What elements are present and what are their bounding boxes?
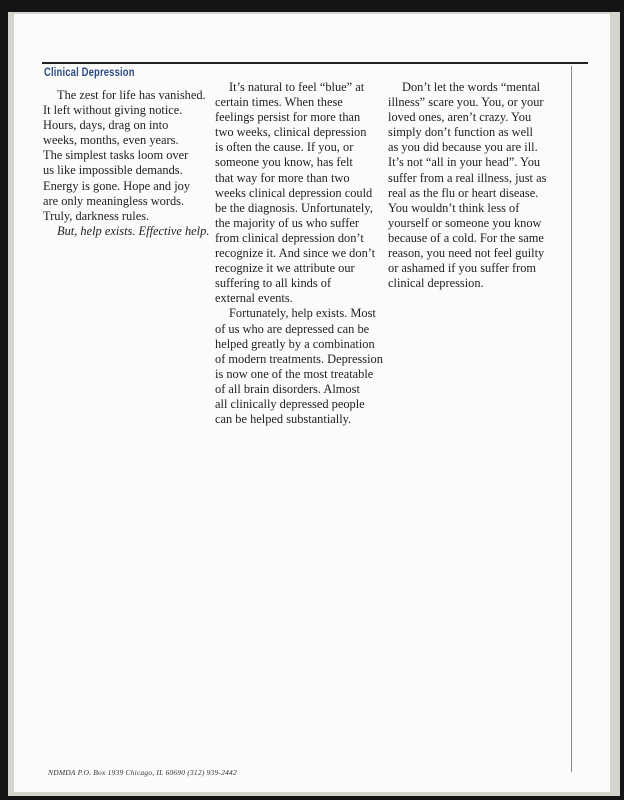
- text-line: Hours, days, drag on into: [43, 118, 169, 133]
- page-title: Clinical Depression: [44, 67, 135, 79]
- text-line: real as the flu or heart disease.: [388, 185, 539, 200]
- text-line: all clinically depressed people: [215, 396, 365, 411]
- text-line: of modern treatments. Depression: [215, 351, 383, 366]
- text-line: as you did because you are ill.: [388, 140, 538, 155]
- text-line: helped greatly by a combination: [215, 336, 375, 351]
- text-line: Truly, darkness rules.: [43, 208, 150, 223]
- text-line: or ashamed if you suffer from: [388, 261, 537, 276]
- text-line: suffering to all kinds of: [215, 276, 332, 291]
- text-line: of us who are depressed can be: [215, 321, 370, 336]
- footer-address: NDMDA P.O. Box 1939 Chicago, IL 60690 (312) 939-2442: [48, 768, 237, 777]
- text-line: reason, you need not feel guilty: [388, 246, 545, 261]
- text-line: Fortunately, help exists. Most: [229, 306, 376, 321]
- column-right: [388, 80, 546, 291]
- document-page: [14, 14, 610, 792]
- text-line: suffer from a real illness, just as: [388, 170, 547, 185]
- text-line: of all brain disorders. Almost: [215, 381, 360, 396]
- text-line: weeks, months, even years.: [43, 133, 179, 148]
- closing-line: But, help exists. Effective help.: [57, 223, 210, 238]
- margin-rule: [571, 66, 572, 772]
- text-line: external events.: [215, 291, 293, 306]
- text-line: the majority of us who suffer: [215, 215, 359, 230]
- text-line: clinical depression.: [388, 276, 484, 291]
- column-middle: [215, 80, 383, 427]
- text-line: illness” scare you. You, or your: [388, 95, 544, 110]
- text-line: recognize it we attribute our: [215, 261, 355, 276]
- text-line: It’s natural to feel “blue” at: [229, 80, 365, 94]
- text-line: Don’t let the words “mental: [402, 80, 541, 94]
- text-line: The simplest tasks loom over: [43, 148, 189, 163]
- text-line: weeks clinical depression could: [215, 185, 373, 200]
- text-line: recognize it. And since we don’t: [215, 246, 376, 261]
- column-intro: [43, 88, 209, 239]
- text-line: certain times. When these: [215, 95, 343, 110]
- text-line: loved ones, aren’t crazy. You: [388, 110, 532, 125]
- text-line: The zest for life has vanished.: [57, 88, 206, 102]
- text-line: yourself or someone you know: [388, 215, 542, 230]
- text-line: that way for more than two: [215, 170, 350, 185]
- text-line: simply don’t function as well: [388, 125, 534, 140]
- text-line: someone you know, has felt: [215, 155, 353, 170]
- text-line: It left without giving notice.: [43, 103, 183, 118]
- text-line: You wouldn’t think less of: [388, 200, 520, 215]
- text-line: from clinical depression don’t: [215, 230, 364, 245]
- text-line: are only meaningless words.: [43, 193, 185, 208]
- text-line: Energy is gone. Hope and joy: [43, 178, 191, 193]
- text-line: feelings persist for more than: [215, 110, 361, 125]
- text-line: It’s not “all in your head”. You: [388, 155, 541, 170]
- text-line: because of a cold. For the same: [388, 230, 544, 245]
- text-line: us like impossible demands.: [43, 163, 183, 178]
- text-line: is now one of the most treatable: [215, 366, 374, 381]
- text-line: be the diagnosis. Unfortunately,: [215, 200, 373, 215]
- header-rule: [42, 62, 588, 64]
- text-line: can be helped substantially.: [215, 412, 352, 427]
- text-line: two weeks, clinical depression: [215, 125, 367, 140]
- text-line: is often the cause. If you, or: [215, 140, 354, 155]
